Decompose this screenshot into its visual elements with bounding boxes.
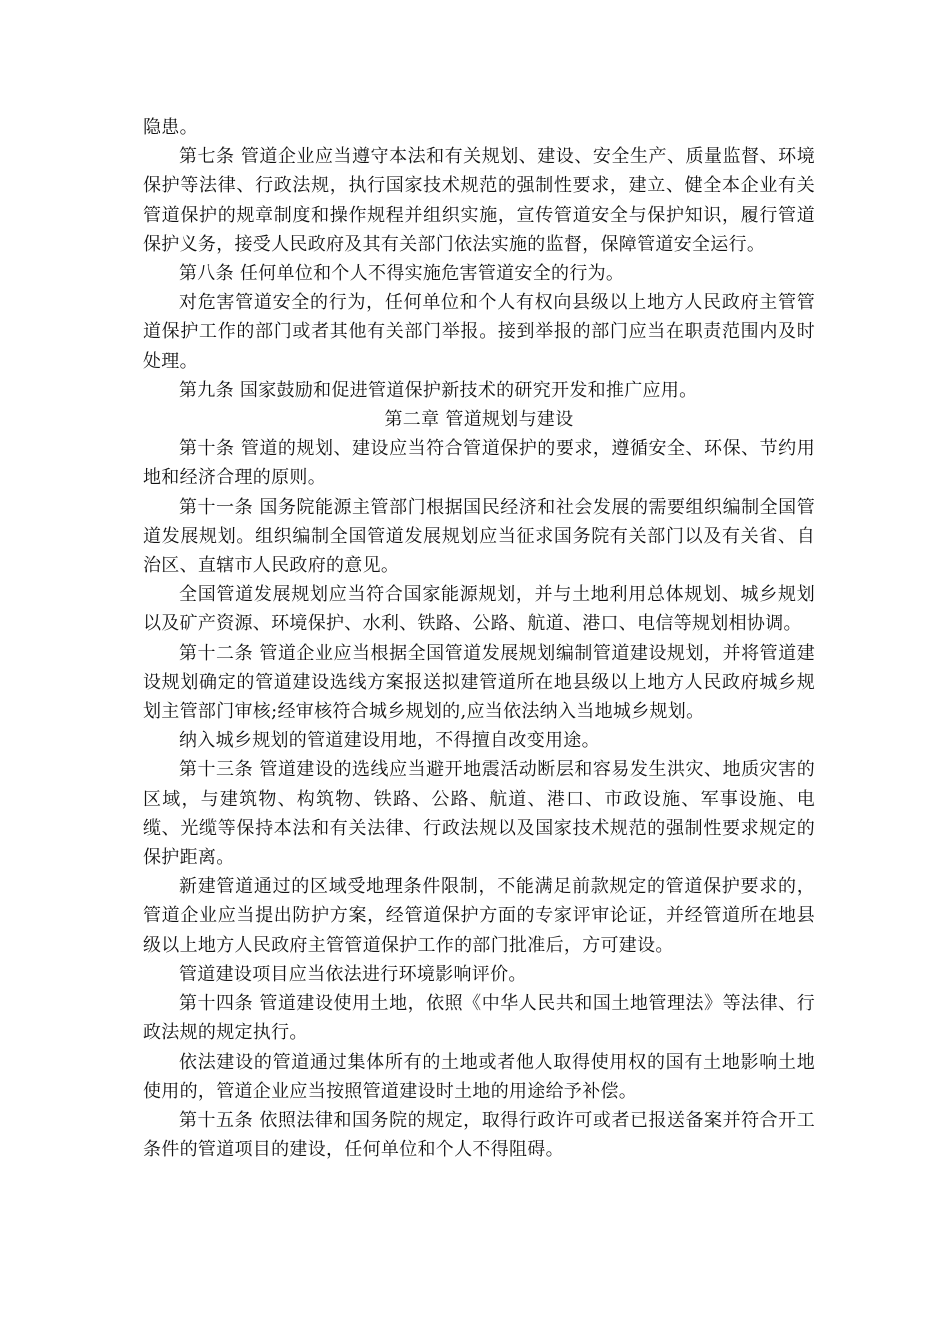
article-13: 第十三条 管道建设的选线应当避开地震活动断层和容易发生洪灾、地质灾害的区域，与建筑物、构筑物、铁路、公路、航道、港口、市政设施、军事设施、电缆、光缆等保持本法和有关法律、行政法规以及国家技术规范的强制性要求规定的保护距离。 (143, 759, 815, 869)
article-10: 第十条 管道的规划、建设应当符合管道保护的要求，遵循安全、环保、节约用地和经济合理的原则。 (143, 438, 815, 489)
article-8-clause-2: 对危害管道安全的行为，任何单位和个人有权向县级以上地方人民政府主管管道保护工作的部门或者其他有关部门举报。接到举报的部门应当在职责范围内及时处理。 (143, 292, 815, 372)
article-14-clause-2: 依法建设的管道通过集体所有的土地或者他人取得使用权的国有土地影响土地使用的，管道企业应当按照管道建设时土地的用途给予补偿。 (143, 1051, 815, 1102)
article-12: 第十二条 管道企业应当根据全国管道发展规划编制管道建设规划，并将管道建设规划确定的管道建设选线方案报送拟建管道所在地县级以上地方人民政府城乡规划主管部门审核;经审核符合城乡规划的,应当依法纳入当地城乡规划。 (143, 642, 815, 723)
article-11-clause-2: 全国管道发展规划应当符合国家能源规划，并与土地利用总体规划、城乡规划以及矿产资源、环境保护、水利、铁路、公路、航道、港口、电信等规划相协调。 (143, 584, 815, 635)
article-13-clause-3: 管道建设项目应当依法进行环境影响评价。 (179, 963, 527, 985)
article-14: 第十四条 管道建设使用土地，依照《中华人民共和国土地管理法》等法律、行政法规的规定执行。 (143, 993, 815, 1044)
article-11: 第十一条 国务院能源主管部门根据国民经济和社会发展的需要组织编制全国管道发展规划。组织编制全国管道发展规划应当征求国务院有关部门以及有关省、自治区、直辖市人民政府的意见。 (143, 496, 815, 577)
article-8: 第八条 任何单位和个人不得实施危害管道安全的行为。 (179, 263, 625, 285)
paragraph-continuation: 隐患。 (143, 117, 198, 138)
article-7: 第七条 管道企业应当遵守本法和有关规划、建设、安全生产、质量监督、环境保护等法律、行政法规，执行国家技术规范的强制性要求，建立、健全本企业有关管道保护的规章制度和操作规程并组织实施，宣传管道安全与保护知识，履行管道保护义务，接受人民政府及其有关部门依法实施的监督，保障管道安全运行。 (143, 146, 815, 255)
article-12-clause-2: 纳入城乡规划的管道建设用地，不得擅自改变用途。 (179, 730, 600, 752)
article-15: 第十五条 依照法律和国务院的规定，取得行政许可或者已报送备案并符合开工条件的管道项目的建设，任何单位和个人不得阻碍。 (143, 1109, 815, 1161)
article-9: 第九条 国家鼓励和促进管道保护新技术的研究开发和推广应用。 (179, 379, 698, 401)
article-13-clause-2: 新建管道通过的区域受地理条件限制，不能满足前款规定的管道保护要求的，管道企业应当提出防护方案，经管道保护方面的专家评审论证，并经管道所在地县级以上地方人民政府主管管道保护工作的部门批准后，方可建设。 (143, 876, 815, 956)
document-page (143, 113, 815, 1164)
chapter-title: 第二章 管道规划与建设 (384, 409, 574, 431)
